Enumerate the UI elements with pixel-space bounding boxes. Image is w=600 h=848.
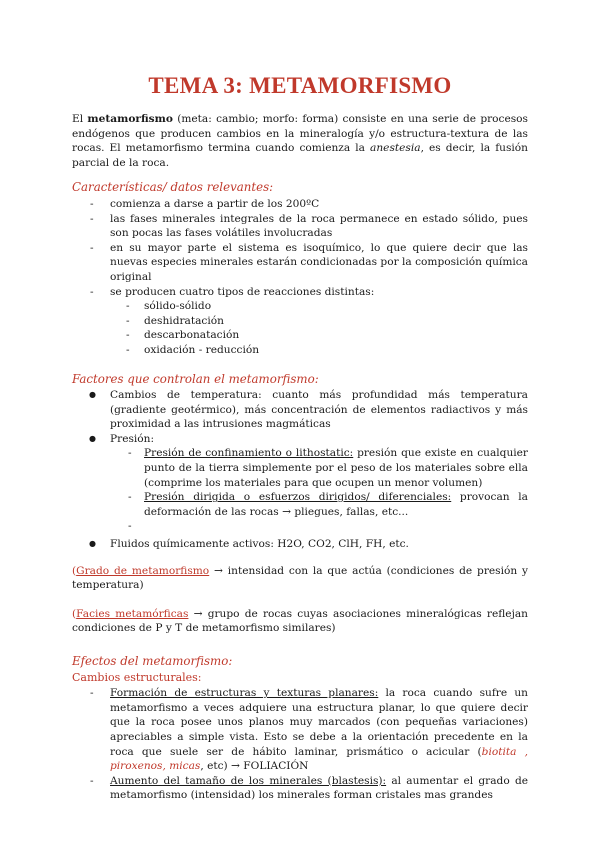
section-heading-factores: Factores que controlan el metamorfismo:	[72, 371, 319, 386]
caracteristicas-list	[72, 197, 528, 299]
list-item: - en su mayor parte el sistema es isoquímico, lo que quiere decir que las nuevas especies minerales estarán condicionadas por la composición química original	[72, 241, 528, 285]
section-heading-caracteristicas: Características/ datos relevantes:	[72, 180, 274, 195]
presion-dirigida-text: provocan la deformación de las rocas → pliegues, fallas, etc...	[144, 491, 528, 518]
efecto-1-end: , etc) → FOLIACIÓN	[200, 760, 309, 773]
list-item: - deshidratación	[72, 314, 528, 329]
intro-paragraph	[72, 112, 528, 170]
list-item: ● Fluidos químicamente activos: H2O, CO2, ClH, FH, etc.	[72, 537, 528, 552]
list-item: - oxidación - reducción	[72, 343, 528, 358]
list-item	[72, 446, 528, 490]
intro-term: metamorfismo	[87, 113, 173, 125]
facies-term: Facies metamórficas	[76, 607, 189, 620]
grado-paragraph	[72, 564, 528, 593]
grado-open: (	[72, 564, 77, 577]
presion-confinamiento-text: presión que existe en cualquier punto de la tierra simplemente por el peso de los materiales sobre ella (comprime los materiales para que ocupen un menor volumen)	[144, 447, 528, 489]
efecto-2-term: Aumento del tamaño de los minerales (blastesis):	[110, 774, 387, 787]
page-title: TEMA 3: METAMORFISMO	[148, 73, 452, 98]
facies-open: (	[72, 607, 77, 620]
presion-dirigida-term: Presión dirigida o esfuerzos dirigidos/ diferenciales:	[144, 491, 452, 504]
intro-lead: El	[72, 113, 84, 125]
list-item: - las fases minerales integrales de la roca permanece en estado sólido, pues son pocas las fases volátiles involucradas	[72, 212, 528, 241]
efecto-1-term: Formación de estructuras y texturas planares:	[110, 687, 379, 700]
section-heading-efectos: Efectos del metamorfismo:	[72, 654, 233, 668]
subheading-cambios-estructurales: Cambios estructurales:	[72, 670, 202, 684]
intro-text-2: , es decir, la fusión parcial de la roca.	[72, 142, 529, 169]
presion-sublist	[72, 446, 528, 534]
list-item	[72, 774, 528, 803]
efectos-list	[72, 686, 528, 803]
intro-anestesia: anestesia	[370, 142, 421, 155]
intro-text-1: (meta: cambio; morfo: forma) consiste en una serie de procesos endógenos que producen cambios en la mineralogía y/o estructura-textura de las rocas. El metamorfismo termina cuando comienza la	[72, 113, 528, 155]
facies-text: → grupo de rocas cuyas asociaciones mineralógicas reflejan condiciones de P y T de metamorfismo similares)	[72, 607, 528, 635]
efecto-2-text: al aumentar el grado de metamorfismo (intensidad) los minerales forman cristales mas grandes	[110, 774, 528, 802]
grado-term: Grado de metamorfismo	[76, 564, 210, 577]
presion-confinamiento-term: Presión de confinamiento o lithostatic:	[144, 447, 354, 460]
list-item: - se producen cuatro tipos de reacciones distintas:	[72, 285, 528, 300]
list-item: - sólido-sólido	[72, 299, 528, 314]
grado-text: → intensidad con la que actúa (condiciones de presión y temperatura)	[72, 564, 529, 592]
efecto-1-text: la roca cuando sufre un metamorfismo a veces adquiere una estructura planar, lo que quiere decir que la roca posee unos planos muy marcados (con pequeñas variaciones) apreciables a simple vista. Esto se debe a la orientación precedente en la roca que suele ser de hábito laminar, prismático o acicular (	[110, 687, 528, 758]
list-item	[72, 432, 528, 534]
facies-paragraph	[72, 607, 528, 636]
list-item	[72, 686, 528, 774]
reacciones-list	[72, 299, 528, 357]
list-item: - descarbonatación	[72, 328, 528, 343]
list-item: - comienza a darse a partir de los 200ºC	[72, 197, 528, 212]
presion-label: Presión:	[110, 432, 155, 445]
factores-list	[72, 388, 528, 552]
list-item	[72, 490, 528, 519]
efecto-1-minerals: biotita , piroxenos, micas	[110, 745, 528, 773]
list-item: ● Cambios de temperatura: cuanto más profundidad más temperatura (gradiente geotérmico), más concentración de elementos radiactivos y más proximidad a las intrusiones magmáticas	[72, 388, 528, 432]
list-item-empty	[72, 519, 528, 534]
document-page	[72, 72, 528, 803]
